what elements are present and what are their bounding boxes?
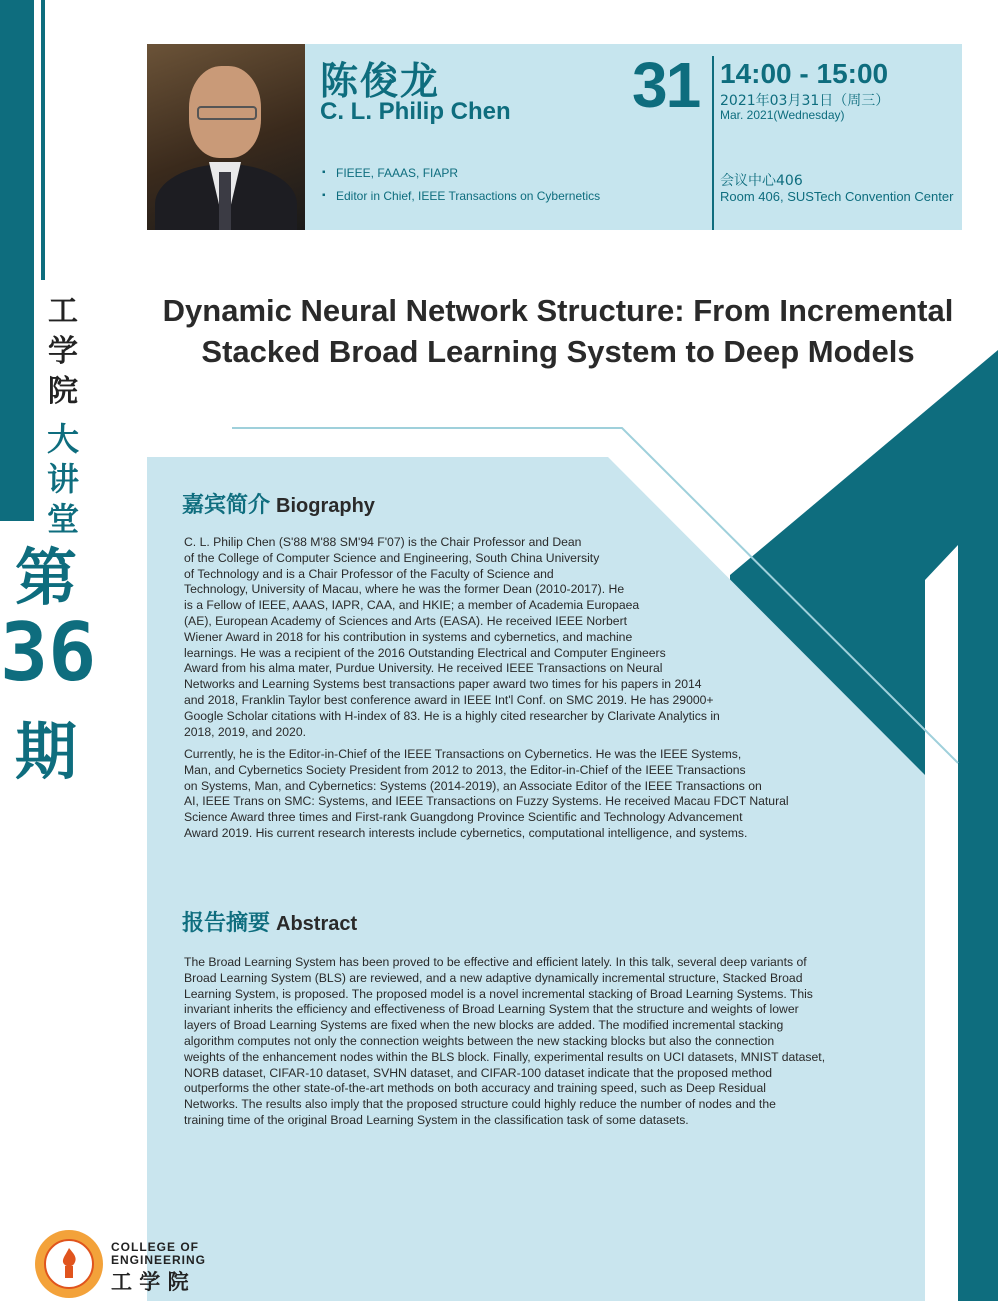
header-divider <box>712 56 714 230</box>
text-line: and 2018, Franklin Taylor best conference award in IEEE Int'l Conf. on SMC 2019. He has 29000+ <box>184 692 714 707</box>
text-line: The Broad Learning System has been proved to be effective and efficient lately. In this talk, several deep variants of <box>184 955 807 969</box>
biography-heading-cn: 嘉宾简介 <box>182 493 271 518</box>
talk-title-line: Stacked Broad Learning System to Deep Models <box>201 334 915 369</box>
text-line: Science Award three times and First-rank Guangdong Province Scientific and Technology Advancement <box>184 810 743 825</box>
text-line: Award 2019. His current research interests include cybernetics, computational intelligence, and systems. <box>184 825 748 840</box>
biography-heading <box>182 488 375 519</box>
abstract-heading-en: Abstract <box>276 913 358 935</box>
text-line: Networks and Learning Systems best transactions paper award two times for his papers in 2014 <box>184 677 702 692</box>
text-line: Currently, he is the Editor-in-Chief of the IEEE Transactions on Cybernetics. He was the IEEE Systems, <box>184 747 742 761</box>
text-line: algorithm computes not only the connection weights between the new stacking blocks but also the connection <box>184 1033 775 1048</box>
speaker-title-item: ▪ FIEEE, FAAAS, FIAPR <box>336 166 458 180</box>
text-line: Award from his alma mater, Purdue University. He received IEEE Transactions on Neural <box>184 661 663 676</box>
text-line: of Technology and is a Chair Professor of the Faculty of Science and <box>184 566 554 581</box>
text-line: is a Fellow of IEEE, AAAS, IAPR, CAA, and HKIE; a member of Academia Europaea <box>184 598 640 613</box>
talk-title-line: Dynamic Neural Network Structure: From Incremental <box>162 293 954 328</box>
event-day: 31 <box>632 49 700 121</box>
text-line: Technology, University of Macau, where he was the former Dean (2010-2017). He <box>184 582 625 597</box>
text-line: weights of the enhancement nodes within the BLS block. Finally, experimental results on UCI datasets, MNIST dataset, <box>184 1049 826 1064</box>
text-line: Man, and Cybernetics Society President from 2012 to 2013, the Editor-in-Chief of the IEEE Transactions <box>184 762 746 777</box>
text-line: Networks. The results also imply that the proposed structure could highly reduce the number of nodes and the <box>184 1097 776 1112</box>
text-line: Google Scholar citations with H-index of 83. He is a highly cited researcher by Clarivate Analytics in <box>184 708 720 723</box>
left-accent-bar <box>0 0 34 521</box>
biography-text-current <box>184 747 789 842</box>
event-venue-en: Room 406, SUSTech Convention Center <box>720 189 954 204</box>
text-line: Broad Learning System (BLS) are reviewed, and a new adaptive dynamically incremental structure, Stacked Broad <box>184 970 803 985</box>
text-line: learnings. He was a recipient of the 2016 Outstanding Electrical and Computer Engineers <box>184 645 666 660</box>
text-line: invariant inherits the efficiency and effectiveness of Broad Learning System that the structure and weights of lower <box>184 1002 799 1017</box>
abstract-heading <box>182 906 357 937</box>
text-line: outperforms the other state-of-the-art methods on both accuracy and training speed, such as Deep Residual <box>184 1081 766 1096</box>
series-number: 36 <box>0 606 97 699</box>
event-time: 14:00 - 15:00 <box>720 58 889 89</box>
abstract-text <box>184 955 881 1129</box>
text-line: 2018, 2019, and 2020. <box>184 724 306 739</box>
logo-text-cn: 工 学 院 <box>111 1270 189 1294</box>
text-line: training time of the original Broad Learning System in the classification task of some datasets. <box>184 1112 689 1127</box>
torch-icon <box>56 1246 82 1280</box>
text-line: of the College of Computer Science and Engineering, South China University <box>184 550 600 565</box>
speaker-title-item: ▪ Editor in Chief, IEEE Transactions on Cybernetics <box>336 189 600 203</box>
side-char: 讲 <box>46 460 79 498</box>
logo-text-line2: ENGINEERING <box>111 1253 207 1267</box>
side-char: 大 <box>46 420 79 458</box>
text-line: Learning System, is proposed. The proposed model is a novel incremental stacking of Broad Learning Systems. This <box>184 986 813 1001</box>
side-char: 院 <box>48 374 78 409</box>
text-line: NORB dataset, CIFAR-10 dataset, SVHN dataset, and CIFAR-100 dataset indicate that the proposed method <box>184 1065 773 1080</box>
text-line: AI, IEEE Trans on SMC: Systems, and IEEE Transactions on Fuzzy Systems. He received Macau FDCT Natural <box>184 794 789 809</box>
logo-text-line1: COLLEGE OF <box>111 1240 199 1254</box>
event-venue-cn: 会议中心406 <box>720 173 803 189</box>
event-date-cn: 2021年03月31日（周三） <box>720 93 890 109</box>
speaker-name-cn: 陈俊龙 <box>320 59 441 103</box>
series-char-di: 第 <box>14 541 77 614</box>
text-line: layers of Broad Learning Systems are fixed when the new blocks are added. The modified incremental stacking <box>184 1018 784 1033</box>
side-char: 堂 <box>46 500 79 538</box>
speaker-photo <box>147 44 305 230</box>
side-char: 工 <box>48 294 78 329</box>
event-date-en: Mar. 2021(Wednesday) <box>720 108 845 122</box>
side-char: 学 <box>48 334 78 369</box>
text-line: Wiener Award in 2018 for his contribution in systems and cybernetics, and machine <box>184 629 633 644</box>
text-line: C. L. Philip Chen (S'88 M'88 SM'94 F'07) is the Chair Professor and Dean <box>184 535 582 549</box>
biography-heading-en: Biography <box>276 495 375 517</box>
text-line: (AE), European Academy of Sciences and Arts (EASA). He received IEEE Norbert <box>184 613 628 628</box>
speaker-name-en: C. L. Philip Chen <box>320 98 511 125</box>
biography-text <box>184 535 720 740</box>
series-char-qi: 期 <box>14 715 77 788</box>
text-line: on Systems, Man, and Cybernetics: Systems (2014-2019), an Associate Editor of the IEEE Transactions on <box>184 778 762 793</box>
left-thin-bar <box>41 0 45 280</box>
abstract-heading-cn: 报告摘要 <box>182 911 271 936</box>
